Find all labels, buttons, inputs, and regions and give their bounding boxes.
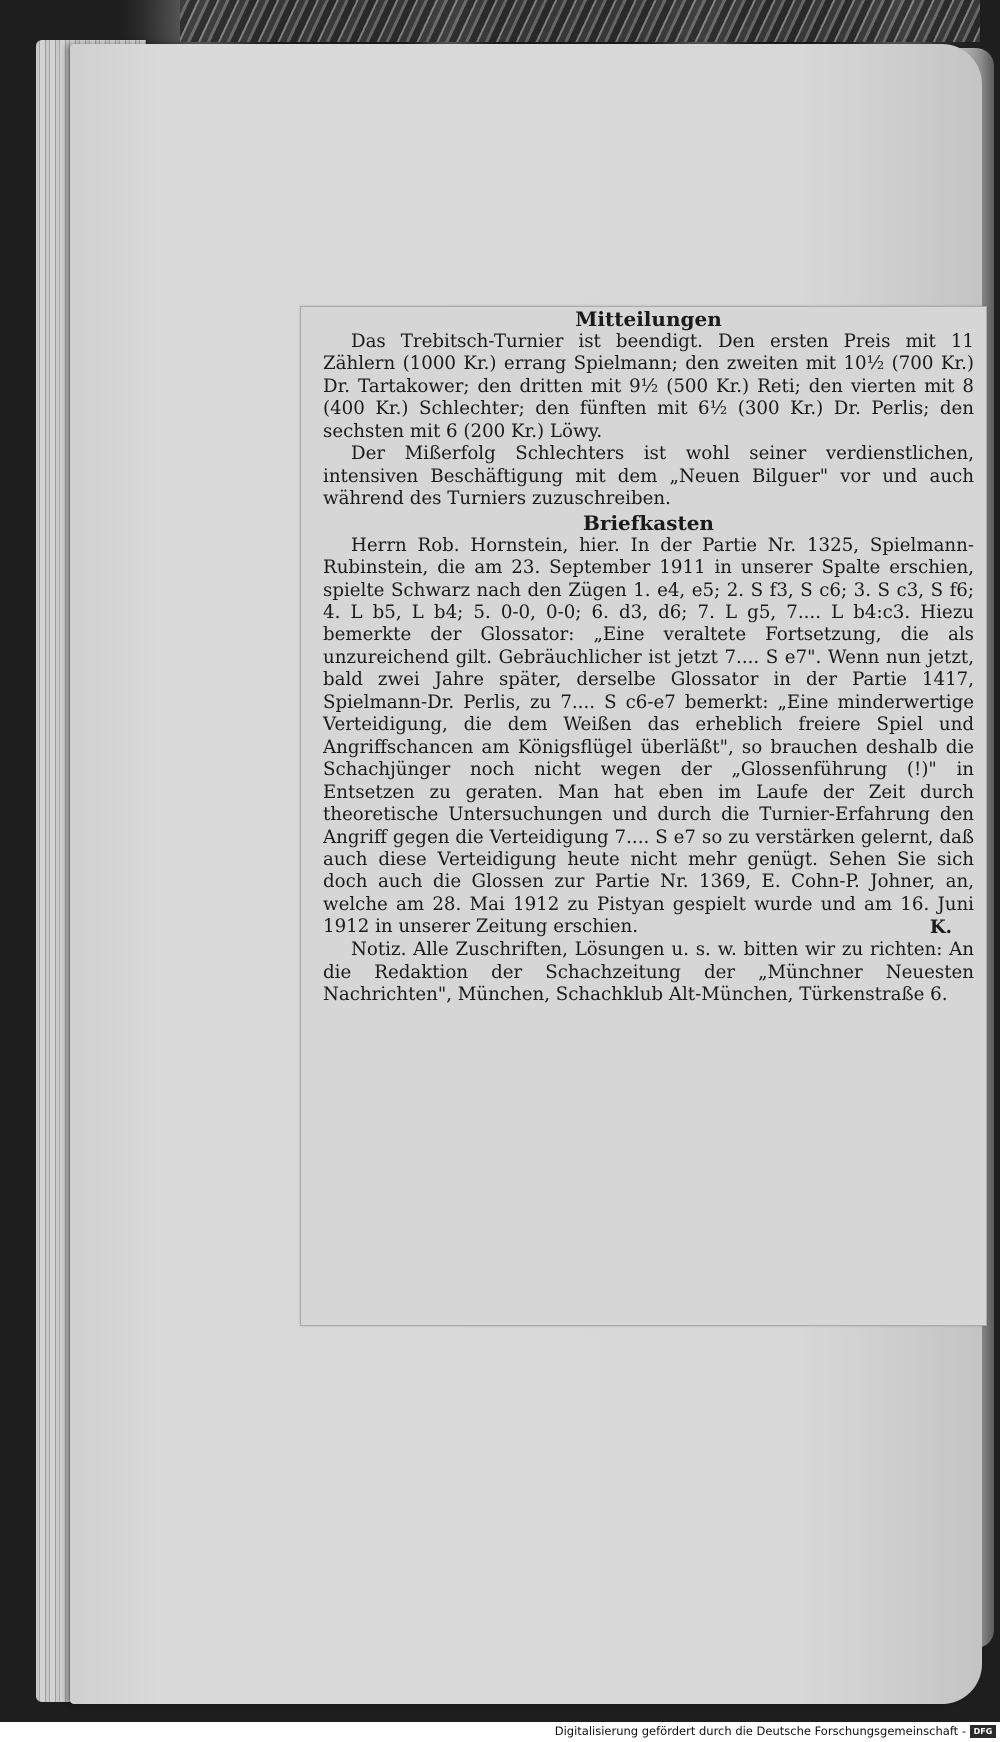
funding-credit: Digitalisierung gefördert durch die Deutsche Forschungsgemeinschaft - <box>554 1724 966 1738</box>
paragraph-misserfolg: Der Mißerfolg Schlechters ist wohl seiner verdienstlichen, intensiven Beschäftigung mit dem „Neuen Bilguer" vor und auch während des Turniers zuzuschreiben. <box>323 443 974 510</box>
newspaper-clipping <box>300 306 987 1326</box>
book-page <box>70 44 982 1704</box>
paragraph-turnier: Das Trebitsch-Turnier ist beendigt. Den ersten Preis mit 11 Zählern (1000 Kr.) errang Spielmann; den zweiten mit 10½ (700 Kr.) Dr. Tartakower; den dritten mit 9½ (500 Kr.) Reti; den vierten mit 8 (400 Kr.) Schlechter; den fünften mit 6½ (300 Kr.) Dr. Perlis; den sechsten mit 6 (200 Kr.) Löwy. <box>323 331 974 442</box>
footer-bar <box>0 1722 1000 1742</box>
paragraph-notiz: Notiz. Alle Zuschriften, Lösungen u. s. w. bitten wir zu richten: An die Redaktion der Schachzeitung der „Münchner Neuesten Nachrichten", München, Schachklub Alt-München, Türkenstraße 6. <box>323 939 974 1006</box>
signature: K. <box>929 916 952 938</box>
clipping-text <box>323 307 974 1007</box>
heading-mitteilungen: Mitteilungen <box>575 307 722 331</box>
paragraph-briefkasten: Herrn Rob. Hornstein, hier. In der Partie Nr. 1325, Spielmann-Rubinstein, die am 23. September 1911 in unserer Spalte erschien, spielte Schwarz nach den Zügen 1. e4, e5; 2. S f3, S c6; 3. S c3, S f6; 4. L b5, L b4; 5. 0-0, 0-0; 6. d3, d6; 7. L g5, 7.... L b4:c3. Hiezu bemerkte der Glossator: „Eine veraltete Fortsetzung, die als unzureichend gilt. Gebräuchlicher ist jetzt 7.... S e7". Wenn nun jetzt, bald zwei Jahre später, derselbe Glossator in der Partie 1417, Spielmann-Dr. Perlis, zu 7.... S c6-e7 bemerkt: „Eine minderwertige Verteidigung, die dem Weißen das erheblich freiere Spiel und Angriffschancen am Königsflügel überläßt", so brauchen deshalb die Schachjünger noch nicht wegen der „Glossenführung (!)" in Entsetzen zu geraten. Man hat eben im Laufe der Zeit durch theoretische Untersuchungen und durch die Turnier-Erfahrung den Angriff gegen die Verteidigung 7.... S e7 so zu verstärken gelernt, daß auch diese Verteidigung heute nicht mehr genügt. Sehen Sie sich doch auch die Glossen zur Partie Nr. 1369, E. Cohn-P. Johner, an, welche am 28. Mai 1912 zu Pistyan gespielt wurde und am 16. Juni 1912 in unserer Zeitung erschien. <box>323 534 974 938</box>
dfg-logo-icon: DFG <box>970 1725 996 1738</box>
heading-briefkasten: Briefkasten <box>583 510 714 535</box>
marbled-cover <box>180 0 980 42</box>
